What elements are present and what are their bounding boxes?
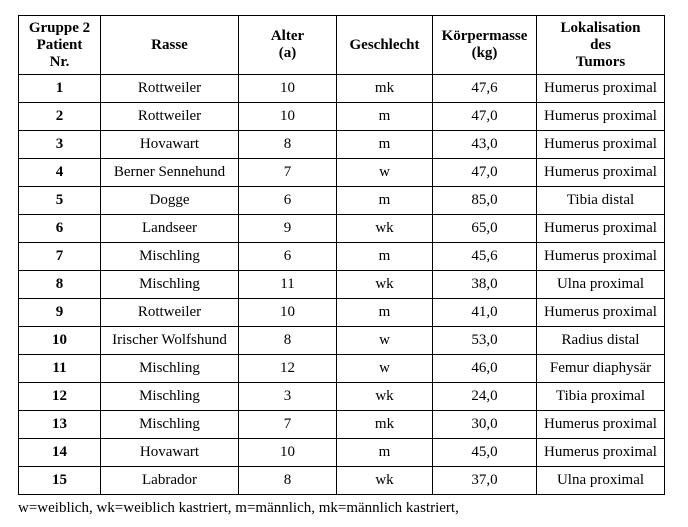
geschlecht-cell: mk [337,75,433,103]
rasse-cell: Mischling [101,355,239,383]
geschlecht-cell: m [337,439,433,467]
alter-cell: 8 [239,327,337,355]
lokalisation-cell: Humerus proximal [537,299,665,327]
rasse-cell: Mischling [101,411,239,439]
header-lok-line2: des [590,36,611,53]
koerpermasse-cell: 47,0 [433,103,537,131]
table-row [19,187,665,215]
geschlecht-cell: wk [337,271,433,299]
patient-nr-cell: 2 [19,103,101,131]
geschlecht-cell: wk [337,215,433,243]
patient-nr-cell: 14 [19,439,101,467]
table-row [19,103,665,131]
patient-nr-cell: 10 [19,327,101,355]
lokalisation-cell: Humerus proximal [537,215,665,243]
alter-cell: 10 [239,103,337,131]
geschlecht-cell: wk [337,467,433,495]
koerpermasse-cell: 65,0 [433,215,537,243]
table-row [19,159,665,187]
table-header-row [19,16,665,75]
header-patient-nr [19,16,101,75]
koerpermasse-cell: 37,0 [433,467,537,495]
alter-cell: 8 [239,131,337,159]
lokalisation-cell: Humerus proximal [537,131,665,159]
geschlecht-cell: m [337,131,433,159]
geschlecht-cell: w [337,355,433,383]
patient-table [18,15,665,495]
geschlecht-cell: m [337,243,433,271]
rasse-cell: Rottweiler [101,103,239,131]
table-row [19,383,665,411]
header-gruppe-line2: Patient [36,36,83,53]
koerpermasse-cell: 30,0 [433,411,537,439]
koerpermasse-cell: 41,0 [433,299,537,327]
table-row [19,327,665,355]
rasse-cell: Mischling [101,271,239,299]
header-koerpermasse [433,16,537,75]
rasse-cell: Berner Sennehund [101,159,239,187]
koerpermasse-cell: 47,0 [433,159,537,187]
geschlecht-cell: w [337,327,433,355]
koerpermasse-cell: 45,6 [433,243,537,271]
lokalisation-cell: Humerus proximal [537,75,665,103]
lokalisation-cell: Humerus proximal [537,243,665,271]
geschlecht-cell: m [337,103,433,131]
alter-cell: 10 [239,299,337,327]
alter-cell: 12 [239,355,337,383]
rasse-cell: Mischling [101,243,239,271]
header-rasse-label: Rasse [151,36,188,53]
geschlecht-cell: wk [337,383,433,411]
rasse-cell: Hovawart [101,131,239,159]
table-row [19,243,665,271]
footnote: w=weiblich, wk=weiblich kastriert, m=männlich, mk=männlich kastriert, [18,500,459,516]
alter-cell: 9 [239,215,337,243]
table-row [19,467,665,495]
koerpermasse-cell: 45,0 [433,439,537,467]
patient-nr-cell: 11 [19,355,101,383]
header-gruppe-line3: Nr. [49,53,70,70]
header-geschlecht [337,16,433,75]
lokalisation-cell: Tibia proximal [537,383,665,411]
lokalisation-cell: Tibia distal [537,187,665,215]
alter-cell: 10 [239,75,337,103]
koerpermasse-cell: 85,0 [433,187,537,215]
lokalisation-cell: Radius distal [537,327,665,355]
patient-nr-cell: 12 [19,383,101,411]
table-row [19,439,665,467]
lokalisation-cell: Humerus proximal [537,439,665,467]
alter-cell: 3 [239,383,337,411]
lokalisation-cell: Humerus proximal [537,159,665,187]
alter-cell: 11 [239,271,337,299]
header-rasse [101,16,239,75]
rasse-cell: Irischer Wolfshund [101,327,239,355]
table-row [19,131,665,159]
patient-nr-cell: 6 [19,215,101,243]
alter-cell: 10 [239,439,337,467]
patient-nr-cell: 3 [19,131,101,159]
koerpermasse-cell: 53,0 [433,327,537,355]
table-row [19,271,665,299]
alter-cell: 6 [239,243,337,271]
header-alter [239,16,337,75]
lokalisation-cell: Humerus proximal [537,103,665,131]
patient-nr-cell: 5 [19,187,101,215]
header-alter-line2: (a) [278,45,297,61]
table-row [19,411,665,439]
table-body [19,75,665,495]
patient-nr-cell: 15 [19,467,101,495]
header-gruppe-line1: Gruppe 2 [28,19,91,36]
rasse-cell: Mischling [101,383,239,411]
rasse-cell: Rottweiler [101,75,239,103]
rasse-cell: Hovawart [101,439,239,467]
geschlecht-cell: w [337,159,433,187]
alter-cell: 7 [239,411,337,439]
patient-nr-cell: 8 [19,271,101,299]
patient-nr-cell: 13 [19,411,101,439]
rasse-cell: Dogge [101,187,239,215]
geschlecht-cell: m [337,187,433,215]
lokalisation-cell: Ulna proximal [537,467,665,495]
alter-cell: 7 [239,159,337,187]
header-lok-line3: Tumors [575,53,626,70]
header-lok-line1: Lokalisation [560,19,641,36]
lokalisation-cell: Ulna proximal [537,271,665,299]
patient-nr-cell: 4 [19,159,101,187]
table-row [19,299,665,327]
koerpermasse-cell: 47,6 [433,75,537,103]
table-row [19,355,665,383]
table-row [19,215,665,243]
header-alter-line1: Alter [270,28,305,44]
patient-nr-cell: 1 [19,75,101,103]
header-lokalisation [537,16,665,75]
lokalisation-cell: Humerus proximal [537,411,665,439]
rasse-cell: Rottweiler [101,299,239,327]
rasse-cell: Labrador [101,467,239,495]
patient-nr-cell: 7 [19,243,101,271]
geschlecht-cell: mk [337,411,433,439]
header-masse-line2: (kg) [471,45,498,61]
rasse-cell: Landseer [101,215,239,243]
header-masse-line1: Körpermasse [441,28,528,44]
koerpermasse-cell: 38,0 [433,271,537,299]
header-geschlecht-label: Geschlecht [349,36,420,53]
alter-cell: 8 [239,467,337,495]
koerpermasse-cell: 46,0 [433,355,537,383]
alter-cell: 6 [239,187,337,215]
patient-nr-cell: 9 [19,299,101,327]
koerpermasse-cell: 24,0 [433,383,537,411]
lokalisation-cell: Femur diaphysär [537,355,665,383]
table-row [19,75,665,103]
geschlecht-cell: m [337,299,433,327]
koerpermasse-cell: 43,0 [433,131,537,159]
